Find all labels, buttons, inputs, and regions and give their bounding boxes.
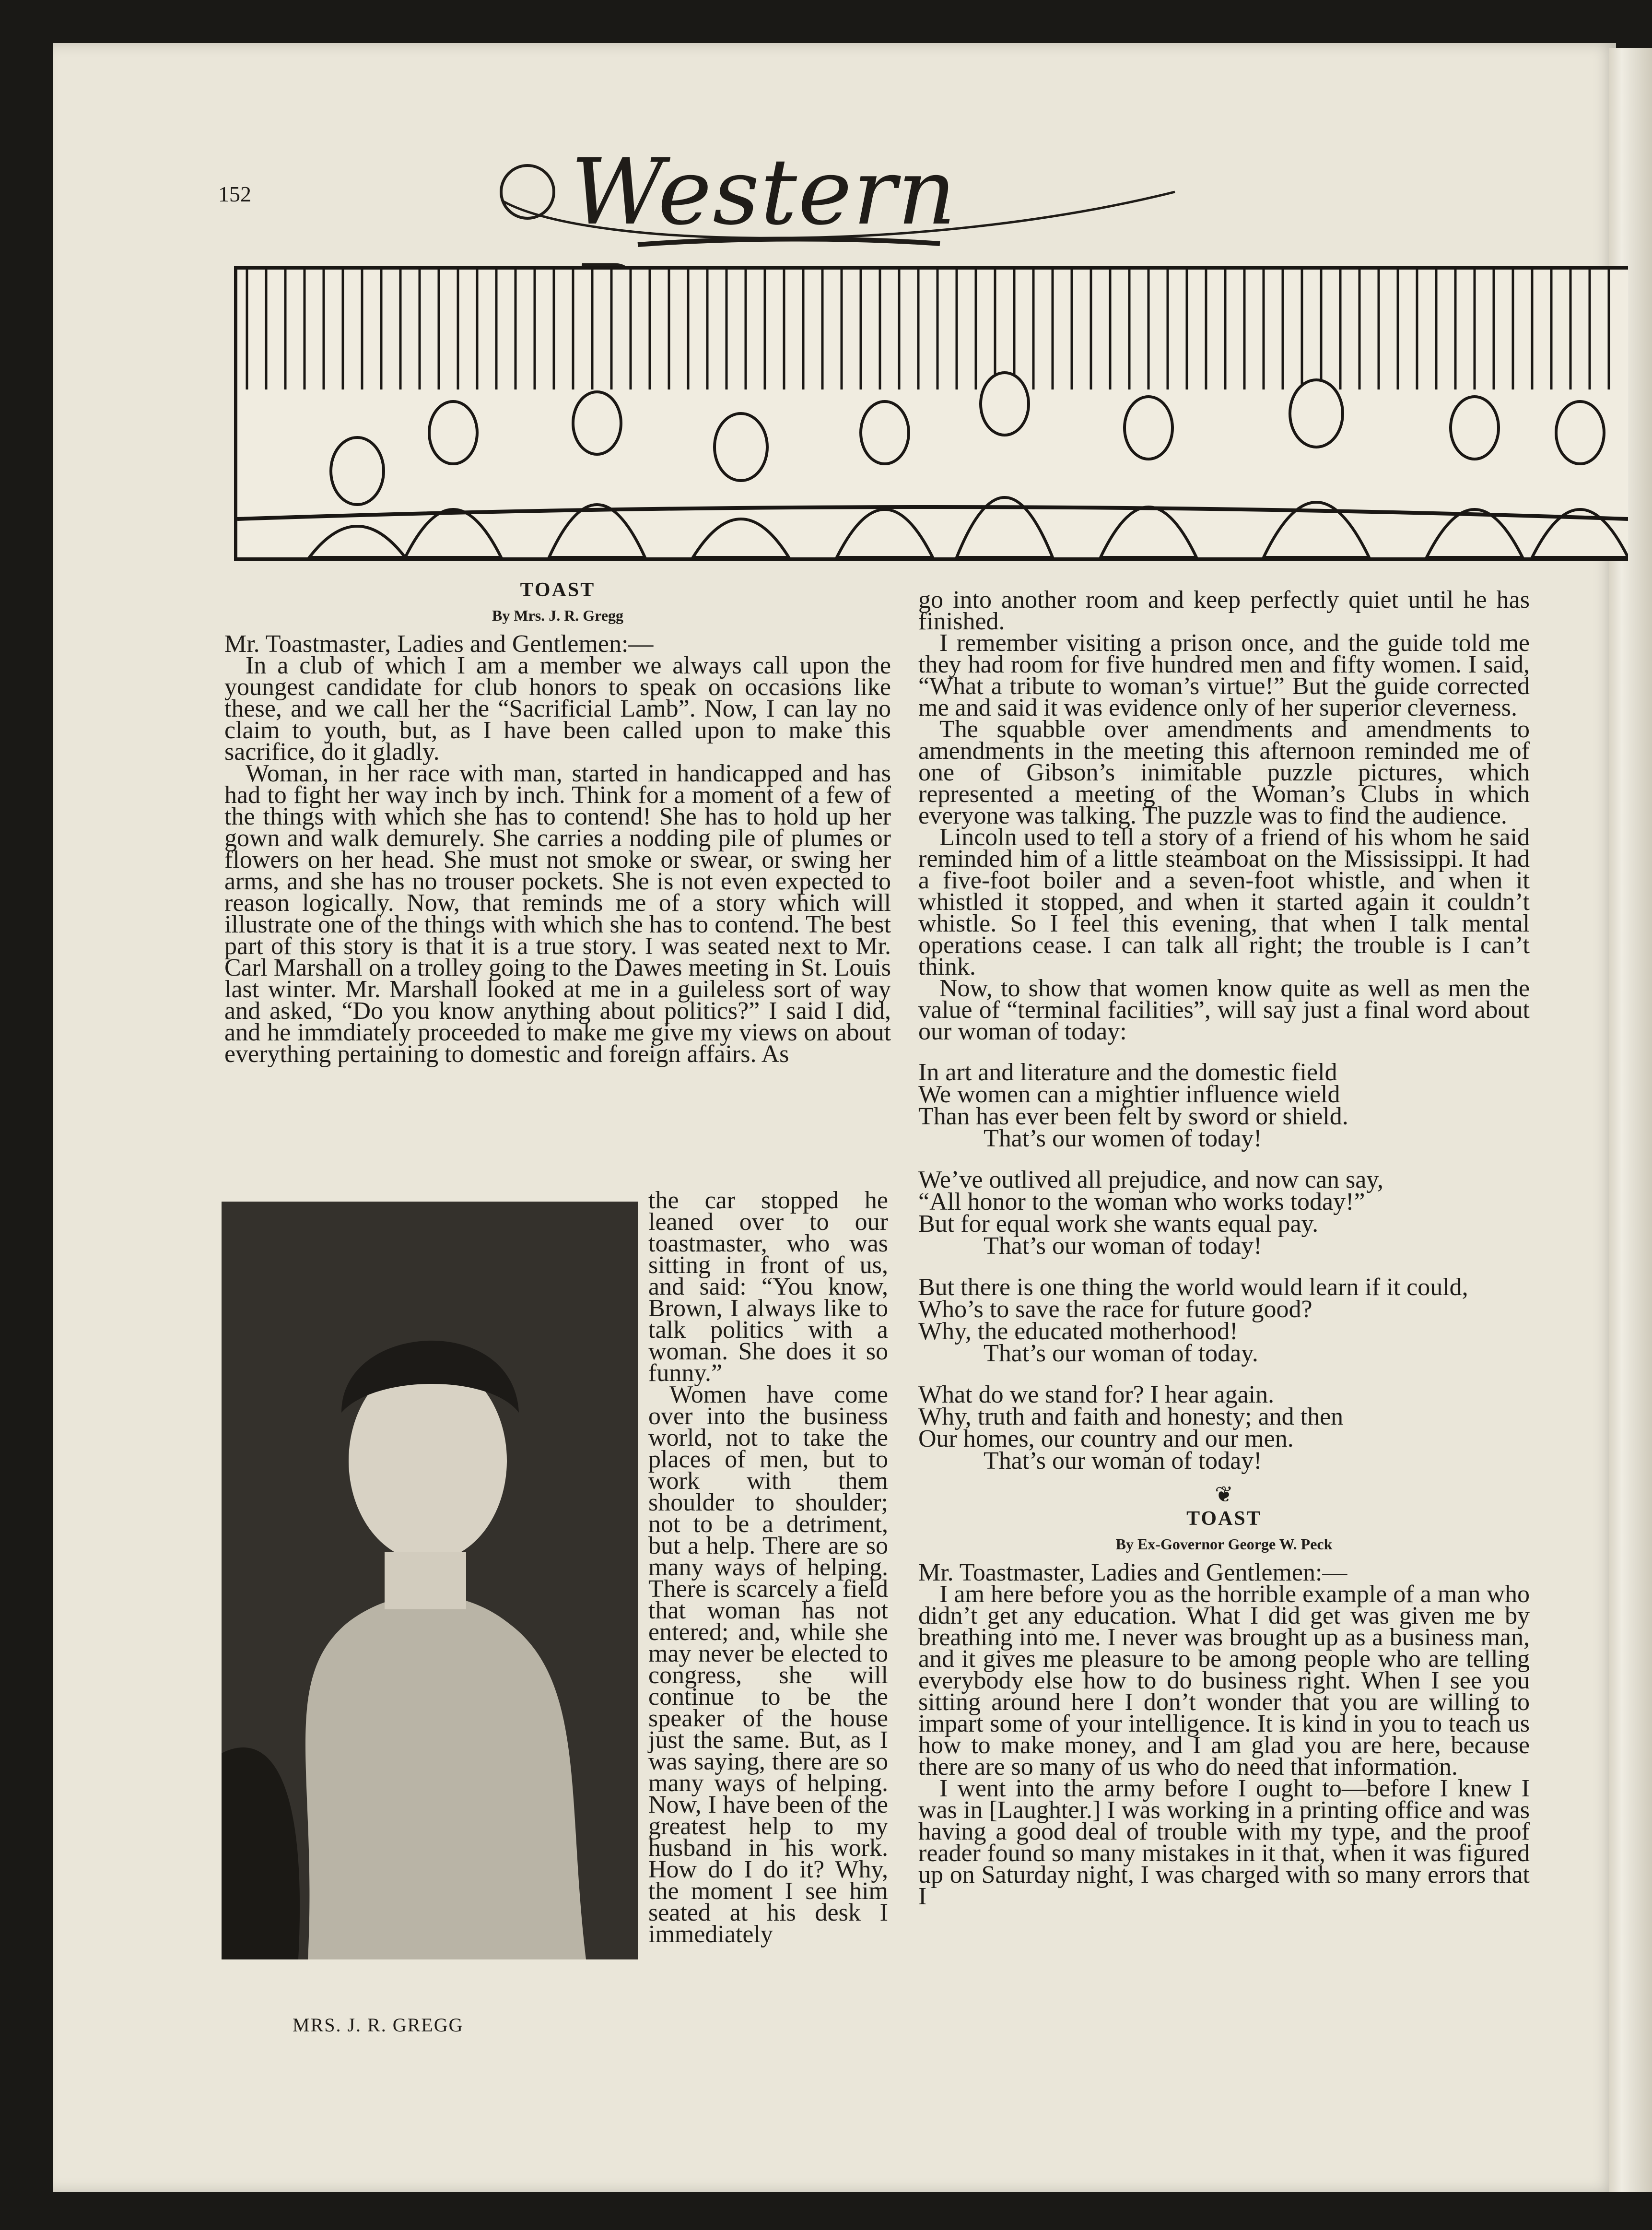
banquet-illustration	[234, 266, 1628, 561]
article1-column	[224, 579, 891, 1068]
masthead-title: Western	[571, 139, 957, 245]
article1-continuation: go into another room and keep perfectly quiet until he has finished.	[918, 586, 1530, 635]
article2-paragraph: I went into the army before I ought to—before I knew I was in [Laughter.] I was working in a printing office and was having a good deal of trouble with my type, and the proof reader found so many mistakes in it that, when it was figured up on Saturday night, I was charged with so many errors that I	[918, 1775, 1530, 1910]
article1-heading: TOAST	[520, 579, 596, 601]
article2-heading: TOAST	[1186, 1508, 1262, 1530]
article2-paragraph: I am here before you as the horrible example of a man who didn’t get any education. What I did get was given me by breathing into me. I never was brought up as a business man, and it gives me pleasure to be among people who are telling everybody else how to do business right. When I see you sitting around here I don’t wonder that you are willing to impart some of your intelligence. It is kind in you to teach us how to make money, and I am glad you are here, because there are so many of us who do need that information.	[918, 1581, 1530, 1781]
article2-byline: By Ex-Governor George W. Peck	[1115, 1535, 1333, 1553]
poem-refrain: That’s our woman of today.	[984, 1340, 1258, 1367]
poem-line: But for equal work she wants equal pay.	[918, 1210, 1319, 1238]
article1-paragraph: In a club of which I am a member we always call upon the youngest candidate for club honors to speak on occasions like these, and we call her the “Sacrificial Lamb”. Now, I can lay no claim to youth, but, as I have been called upon to make this sacrifice, do it gladly.	[224, 652, 891, 766]
poem-line: Who’s to save the race for future good?	[918, 1296, 1312, 1323]
poem-line: Than has ever been felt by sword or shield.	[918, 1103, 1348, 1130]
poem-line: What do we stand for? I hear again.	[918, 1381, 1275, 1408]
article1-salutation: Mr. Toastmaster, Ladies and Gentlemen:—	[224, 630, 654, 658]
poem-line: “All honor to the woman who works today!”	[918, 1188, 1365, 1215]
right-column	[918, 586, 1530, 1910]
article1-byline: By Mrs. J. R. Gregg	[492, 607, 624, 624]
page-number: 152	[218, 182, 251, 206]
ornament-icon: ❦	[1215, 1482, 1233, 1507]
article1-paragraph: The squabble over amendments and amendments to amendments in the meeting this afternoon reminded me of one of Gibson’s inimitable puzzle pictures, which represented a meeting of the Woman’s Clubs in which everyone was talking. The puzzle was to find the audience.	[918, 716, 1530, 829]
poem-stanza	[918, 1059, 1530, 1152]
photo-caption: MRS. J. R. GREGG	[293, 2014, 464, 2036]
article1-side-text: the car stopped he leaned over to our toastmaster, who was sitting in front of us, and said: “You know, Brown, I always like to talk politics with a woman. She does it so funny.”	[648, 1187, 888, 1387]
poem-line: Why, the educated motherhood!	[918, 1318, 1238, 1345]
poem-line: In art and literature and the domestic field	[918, 1059, 1337, 1086]
poem	[918, 1059, 1530, 1475]
article2-salutation: Mr. Toastmaster, Ladies and Gentlemen:—	[918, 1559, 1347, 1586]
poem-line: We’ve outlived all prejudice, and now can say,	[918, 1166, 1383, 1193]
masthead-logo	[494, 134, 1189, 254]
article1-paragraph: Lincoln used to tell a story of a friend of his whom he said reminded him of a little steamboat on the Mississippi. It had a five-foot boiler and a seven-foot whistle, and when it whistled it stopped, and when it started again it couldn’t whistle. So I feel this evening, that when I talk mental operations cease. I can talk all right; the trouble is I can’t think.	[918, 824, 1530, 980]
article1-paragraph: I remember visiting a prison once, and the guide told me they had room for five hundred men and fifty women. I said, “What a tribute to woman’s virtue!” But the guide corrected me and said it was evidence only of her superior cleverness.	[918, 629, 1530, 721]
portrait-photo	[222, 1202, 638, 1959]
poem-line: Why, truth and faith and honesty; and then	[918, 1403, 1344, 1430]
article1-side-paragraph: Women have come over into the business world, not to take the places of men, but to work with them shoulder to shoulder; not to be a detriment, but a help. There are so many ways of helping. There is scarcely a field that woman has not entered; and, while she may never be elected to congress, she will continue to be the speaker of the house just the same. But, as I was saying, there are so many ways of helping. Now, I have been of the greatest help to my husband in his work. How do I do it? Why, the moment I see him seated at his desk I immediately	[648, 1381, 888, 1948]
poem-line: Our homes, our country and our men.	[918, 1425, 1294, 1452]
poem-refrain: That’s our woman of today!	[984, 1232, 1262, 1260]
article1-paragraph: Now, to show that women know quite as well as men the value of “terminal facilities”, will say just a final word about our woman of today:	[918, 975, 1530, 1045]
poem-refrain: That’s our women of today!	[984, 1125, 1262, 1152]
poem-line: But there is one thing the world would learn if it could,	[918, 1274, 1468, 1301]
poem-refrain: That’s our woman of today!	[984, 1447, 1262, 1475]
poem-stanza	[918, 1276, 1530, 1365]
poem-stanza	[918, 1381, 1530, 1475]
poem-stanza	[918, 1166, 1530, 1260]
article1-paragraph: Woman, in her race with man, started in handicapped and has had to fight her way inch by inch. Think for a moment of a few of the things with which she has to contend! She has to hold up her gown and walk demurely. She carries a nodding pile of plumes or flowers on her head. She must not smoke or swear, or swing her arms, and she has no trouser pockets. She is not even expected to reason logically. Now, that reminds me of a story which will illustrate one of the things with which she has to contend. The best part of this story is that it is a true story. I was seated next to Mr. Carl Marshall on a trolley going to the Dawes meeting in St. Louis last winter. Mr. Marshall looked at me in a guileless sort of way and asked, “Do you know anything about politics?” I said I did, and he immdiately proceeded to make me give my views on about everything pertaining to domestic and foreign affairs. As	[224, 760, 891, 1068]
article1-side-column	[648, 1187, 888, 1948]
poem-line: We women can a mightier influence wield	[918, 1081, 1340, 1108]
